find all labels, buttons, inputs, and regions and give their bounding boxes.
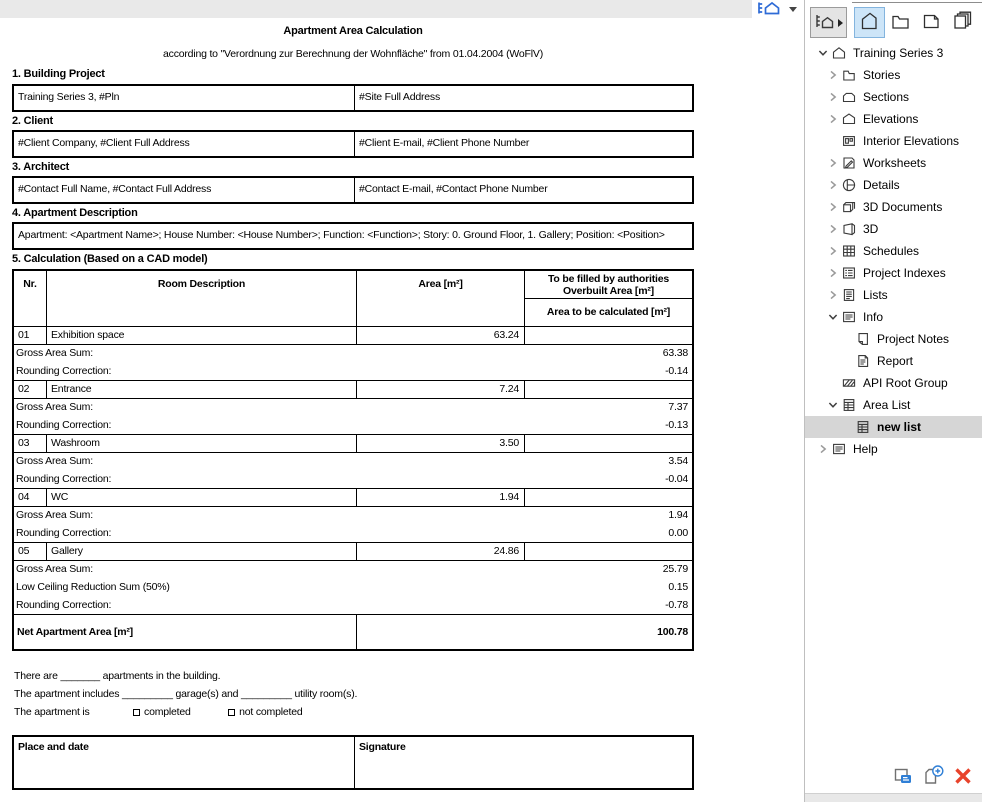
tree-item-label: 3D Documents — [863, 200, 943, 214]
tab-project-map[interactable] — [854, 7, 885, 38]
room-row-02 — [14, 381, 692, 399]
tree-item-label: Info — [863, 310, 884, 324]
room-description: Exhibition space — [47, 327, 357, 344]
tree-item-schedules[interactable] — [805, 240, 982, 262]
panel-resize-grip[interactable] — [805, 793, 982, 802]
not-completed-checkbox — [228, 709, 235, 716]
sum-value: 3.54 — [668, 455, 688, 467]
tree-item-report[interactable] — [805, 350, 982, 372]
chevron-collapsed-icon[interactable] — [825, 112, 841, 126]
place-and-date-cell: Place and date — [14, 737, 355, 788]
chevron-collapsed-icon[interactable] — [825, 222, 841, 236]
tree-item-elevations[interactable] — [805, 108, 982, 130]
section-heading-apartment-description: 4. Apartment Description — [12, 207, 138, 219]
tree-item-details[interactable] — [805, 174, 982, 196]
sum-label: Rounding Correction: — [16, 365, 112, 377]
not-completed-label: not completed — [239, 706, 303, 718]
net-area-value: 100.78 — [657, 626, 688, 638]
net-apartment-area-row — [14, 615, 692, 649]
sum-value: 7.37 — [668, 401, 688, 413]
chevron-placeholder — [839, 354, 855, 368]
sum-label: Gross Area Sum: — [16, 509, 93, 521]
tree-item-lists[interactable] — [805, 284, 982, 306]
overbuilt-cell — [525, 543, 692, 560]
report-icon — [855, 353, 871, 369]
interior-elevations-icon — [841, 133, 857, 149]
tree-item-worksheets[interactable] — [805, 152, 982, 174]
tree-item-label: Project Indexes — [863, 266, 946, 280]
room-row-01 — [14, 327, 692, 345]
project-tree-icon — [814, 11, 836, 34]
apartment-description-table — [12, 222, 694, 250]
completed-checkbox — [133, 709, 140, 716]
chevron-collapsed-icon[interactable] — [825, 156, 841, 170]
tree-item-project-notes[interactable] — [805, 328, 982, 350]
room-area-value: 7.24 — [357, 381, 525, 398]
sum-row-low-ceiling-reduction-sum-50 — [14, 579, 692, 597]
sum-value: -0.78 — [665, 599, 688, 611]
sum-label: Rounding Correction: — [16, 599, 112, 611]
tree-item-api-root-group[interactable] — [805, 372, 982, 394]
room-description: Entrance — [47, 381, 357, 398]
chevron-expanded-icon[interactable] — [815, 46, 831, 60]
sum-label: Rounding Correction: — [16, 473, 112, 485]
chevron-expanded-icon[interactable] — [825, 310, 841, 324]
footer-line-garages: The apartment includes _________ garage(s) and _________ utility room(s). — [14, 688, 358, 700]
calculation-header-row — [14, 271, 692, 327]
tree-item-label: Interior Elevations — [863, 134, 960, 148]
tree-item-label: API Root Group — [863, 376, 948, 390]
new-item-button[interactable] — [921, 765, 945, 789]
sum-label: Gross Area Sum: — [16, 347, 93, 359]
building-project-cell: #Site Full Address — [359, 91, 441, 103]
room-row-03 — [14, 435, 692, 453]
project-root-icon — [831, 45, 847, 61]
room-number: 05 — [14, 543, 47, 560]
chevron-expanded-icon[interactable] — [825, 398, 841, 412]
room-row-05 — [14, 543, 692, 561]
sum-row-rounding-correction — [14, 597, 692, 615]
footer-line-completed — [14, 706, 302, 718]
header-room-description: Room Description — [47, 271, 357, 326]
signature-cell: Signature — [359, 741, 406, 753]
tab-project-map-icon — [858, 10, 881, 35]
tree-item-label: Elevations — [863, 112, 919, 126]
document-view[interactable] — [0, 18, 804, 802]
sum-value: 1.94 — [668, 509, 688, 521]
overbuilt-cell — [525, 489, 692, 506]
sum-label: Gross Area Sum: — [16, 563, 93, 575]
project-chooser-button[interactable] — [810, 7, 847, 38]
sections-icon — [841, 89, 857, 105]
panel-footer-toolbar — [891, 765, 975, 789]
sum-label: Rounding Correction: — [16, 419, 112, 431]
room-number: 04 — [14, 489, 47, 506]
tree-item-project-indexes[interactable] — [805, 262, 982, 284]
flyout-arrow-icon — [838, 19, 843, 27]
tree-item-label: Worksheets — [863, 156, 927, 170]
chevron-collapsed-icon[interactable] — [825, 288, 841, 302]
architect-cell: #Contact Full Name, #Contact Full Address — [14, 178, 355, 202]
panel-top-divider — [852, 2, 982, 3]
tree-item-label: Lists — [863, 288, 888, 302]
room-description: WC — [47, 489, 357, 506]
document-subtitle: according to "Verordnung zur Berechnung der Wohnfläche" from 01.04.2004 (WoFlV) — [163, 48, 543, 60]
sum-value: -0.04 — [665, 473, 688, 485]
tab-view-map-icon — [889, 10, 912, 35]
tree-item-stories[interactable] — [805, 64, 982, 86]
worksheets-icon — [841, 155, 857, 171]
header-nr: Nr. — [14, 271, 47, 326]
dropdown-caret-icon — [789, 7, 797, 12]
navigator-popup-button[interactable] — [752, 0, 804, 18]
tree-item-interior-elevations[interactable] — [805, 130, 982, 152]
project-indexes-icon — [841, 265, 857, 281]
sum-label: Gross Area Sum: — [16, 401, 93, 413]
sum-label: Low Ceiling Reduction Sum (50%) — [16, 581, 170, 593]
tab-view-map[interactable] — [885, 7, 916, 38]
room-area-value: 63.24 — [357, 327, 525, 344]
area-list-icon — [855, 419, 871, 435]
list-settings-icon — [891, 764, 915, 791]
tree-item-label: Details — [863, 178, 900, 192]
room-area-value: 1.94 — [357, 489, 525, 506]
room-number: 03 — [14, 435, 47, 452]
lists-icon — [841, 287, 857, 303]
sum-row-rounding-correction — [14, 363, 692, 381]
building-project-table — [12, 84, 694, 112]
sum-row-rounding-correction — [14, 417, 692, 435]
room-description: Washroom — [47, 435, 357, 452]
chevron-placeholder — [825, 134, 841, 148]
sum-value: 25.79 — [662, 563, 688, 575]
section-heading-client: 2. Client — [12, 115, 53, 127]
client-cell: #Client E-mail, #Client Phone Number — [359, 137, 530, 149]
tree-item-label: Project Notes — [877, 332, 950, 346]
tree-item-label: Area List — [863, 398, 911, 412]
stories-icon — [841, 67, 857, 83]
chevron-placeholder — [839, 332, 855, 346]
tab-publisher-icon — [951, 10, 974, 35]
header-area: Area [m²] — [357, 271, 525, 326]
room-area-value: 3.50 — [357, 435, 525, 452]
tree-item-label: Report — [877, 354, 914, 368]
header-overbuilt-group — [525, 271, 692, 326]
info-icon — [841, 309, 857, 325]
tree-item-sections[interactable] — [805, 86, 982, 108]
sum-value: 63.38 — [662, 347, 688, 359]
sum-value: -0.13 — [665, 419, 688, 431]
section-heading-calculation: 5. Calculation (Based on a CAD model) — [12, 253, 208, 265]
project-notes-icon — [855, 331, 871, 347]
list-settings-button[interactable] — [891, 765, 915, 789]
sum-row-gross-area-sum — [14, 561, 692, 579]
room-area-value: 24.86 — [357, 543, 525, 560]
document-title: Apartment Area Calculation — [283, 25, 423, 37]
tree-item-label: new list — [877, 420, 922, 434]
overbuilt-cell — [525, 435, 692, 452]
delete-icon — [952, 765, 974, 790]
sum-value: 0.00 — [668, 527, 688, 539]
elevations-icon — [841, 111, 857, 127]
sum-row-gross-area-sum — [14, 507, 692, 525]
room-number: 02 — [14, 381, 47, 398]
tree-item-label: Schedules — [863, 244, 920, 258]
signature-table — [12, 735, 694, 790]
client-table — [12, 130, 694, 158]
tab-layout-book[interactable] — [916, 7, 947, 38]
section-heading-architect: 3. Architect — [12, 161, 70, 173]
footer-completed-prefix: The apartment is — [14, 706, 90, 718]
delete-button[interactable] — [951, 765, 975, 789]
navigator-panel — [804, 0, 982, 802]
help-icon — [831, 441, 847, 457]
chevron-collapsed-icon[interactable] — [825, 244, 841, 258]
calculation-table — [12, 269, 694, 651]
room-row-04 — [14, 489, 692, 507]
section-heading-building-project: 1. Building Project — [12, 68, 105, 80]
chevron-collapsed-icon[interactable] — [815, 442, 831, 456]
sum-row-rounding-correction — [14, 525, 692, 543]
sum-row-gross-area-sum — [14, 399, 692, 417]
tab-bar — [0, 0, 754, 18]
architect-table — [12, 176, 694, 204]
details-icon — [841, 177, 857, 193]
header-overbuilt: To be filled by authorities Overbuilt Area [m²] — [525, 271, 692, 299]
room-description: Gallery — [47, 543, 357, 560]
architect-cell: #Contact E-mail, #Contact Phone Number — [359, 183, 548, 195]
tree-item-training-series-3[interactable] — [805, 42, 982, 64]
schedules-icon — [841, 243, 857, 259]
header-area-to-be-calculated: Area to be calculated [m²] — [546, 306, 671, 318]
tree-item-new-list[interactable] — [805, 416, 982, 438]
area-list-icon — [841, 397, 857, 413]
room-number: 01 — [14, 327, 47, 344]
tree-item-label: Stories — [863, 68, 901, 82]
client-cell: #Client Company, #Client Full Address — [14, 132, 355, 156]
sum-label: Rounding Correction: — [16, 527, 112, 539]
sum-row-gross-area-sum — [14, 345, 692, 363]
tree-item-3d-documents[interactable] — [805, 196, 982, 218]
chevron-placeholder — [839, 420, 855, 434]
sum-row-gross-area-sum — [14, 453, 692, 471]
sum-value: -0.14 — [665, 365, 688, 377]
footer-line-apartments: There are _______ apartments in the building. — [14, 670, 221, 682]
chevron-placeholder — [825, 376, 841, 390]
completed-label: completed — [144, 706, 191, 718]
tree-item-info[interactable] — [805, 306, 982, 328]
tree-item-3d[interactable] — [805, 218, 982, 240]
sum-label: Gross Area Sum: — [16, 455, 93, 467]
chevron-collapsed-icon[interactable] — [825, 266, 841, 280]
overbuilt-cell — [525, 327, 692, 344]
tree-item-label: Training Series 3 — [853, 46, 944, 60]
new-item-icon — [921, 764, 945, 791]
api-root-group-icon — [841, 375, 857, 391]
building-project-cell: Training Series 3, #Pln — [14, 86, 355, 110]
chevron-collapsed-icon[interactable] — [825, 90, 841, 104]
sum-row-rounding-correction — [14, 471, 692, 489]
tree-item-area-list[interactable] — [805, 394, 982, 416]
navigator-tab-strip — [854, 7, 978, 38]
chevron-collapsed-icon[interactable] — [825, 200, 841, 214]
project-map-tree — [805, 42, 982, 460]
chevron-collapsed-icon[interactable] — [825, 68, 841, 82]
navigator-icon — [756, 0, 786, 19]
overbuilt-cell — [525, 381, 692, 398]
tab-layout-book-icon — [920, 10, 943, 35]
net-area-label: Net Apartment Area [m²] — [14, 615, 357, 649]
tree-item-label: 3D — [863, 222, 879, 236]
sum-value: 0.15 — [668, 581, 688, 593]
tree-item-help[interactable] — [805, 438, 982, 460]
threed-icon — [841, 221, 857, 237]
chevron-collapsed-icon[interactable] — [825, 178, 841, 192]
threed-documents-icon — [841, 199, 857, 215]
tree-item-label: Help — [853, 442, 878, 456]
tab-publisher[interactable] — [947, 7, 978, 38]
apartment-description-cell: Apartment: <Apartment Name>; House Number: <House Number>; Function: <Function>; Story: 0. Ground Floor, 1. Gallery; Position: <Position> — [18, 229, 665, 241]
tree-item-label: Sections — [863, 90, 910, 104]
